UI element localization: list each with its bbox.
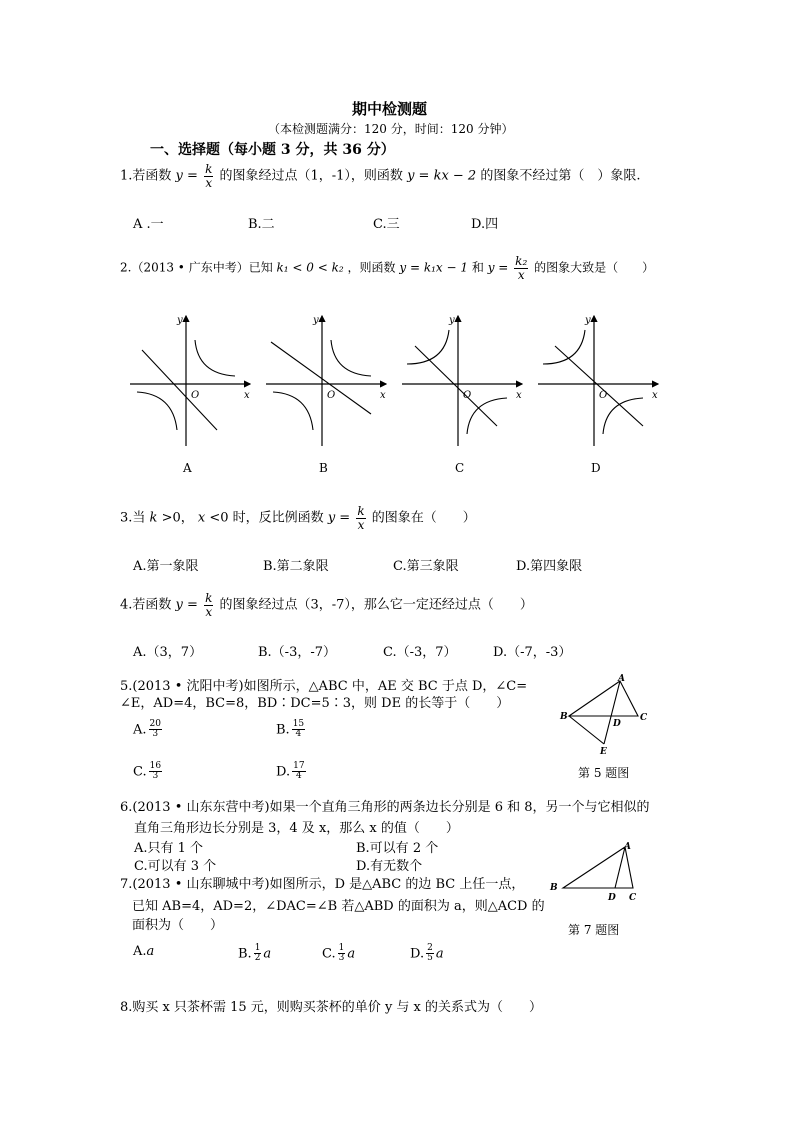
graph-a-origin: O — [191, 390, 200, 401]
graph-b-x-label: x — [380, 390, 386, 401]
q1-suffix: 的图象不经过第（ ）象限. — [480, 168, 641, 184]
q5-option-d-num: 17 — [293, 761, 305, 771]
q7-option-b-label: B. — [238, 946, 252, 962]
q1-y-eq: y = — [175, 168, 198, 184]
q7-option-a-var: a — [146, 944, 155, 959]
q7-line-1: 7.(2013 • 山东聊城中考)如图所示，D 是△ABC 的边 BC 上任一点， — [120, 877, 525, 892]
q3-y-eq: y = — [327, 510, 351, 526]
graph-a-hyperbola-2 — [137, 392, 177, 430]
q5-option-b — [276, 720, 307, 740]
graph-a-x-label: x — [244, 390, 250, 401]
q7-point-a: A — [624, 842, 631, 852]
q2-cond: k₁ < 0 < k₂ — [276, 260, 344, 275]
q7-option-b-num: 1 — [254, 943, 261, 953]
section-heading: 一、选择题（每小题 3 分，共 36 分） — [150, 142, 395, 158]
q5-option-c-label: C. — [133, 764, 147, 780]
q5-point-b: B — [560, 712, 568, 722]
q4-y-eq: y = — [175, 597, 198, 613]
graph-a-line — [142, 350, 217, 430]
q7-option-b-var: a — [263, 946, 272, 962]
question-8: 8.购买 x 只茶杯需 15 元，则购买茶杯的单价 y 与 x 的关系式为（ ） — [120, 1000, 543, 1015]
graph-a-y-label: y — [177, 315, 183, 326]
q5-option-c-num: 16 — [149, 761, 162, 771]
q5-option-a-frac — [149, 720, 162, 740]
graph-b-label: B — [319, 461, 328, 475]
q3-cond2: <0 时，反比例函数 — [209, 510, 324, 526]
graph-c — [402, 315, 522, 475]
page-subtitle: （本检测题满分：120 分，时间：120 分钟） — [268, 122, 514, 136]
q7-option-c-frac — [338, 944, 346, 964]
q4-frac-num: k — [205, 591, 213, 605]
q5-option-c — [133, 762, 164, 782]
graph-c-y-label: y — [449, 315, 455, 326]
q2-frac-num: k₂ — [515, 254, 528, 268]
graph-c-origin: O — [463, 390, 472, 401]
q5-option-d-den: 4 — [295, 771, 302, 782]
q7-point-d: D — [608, 893, 616, 902]
q7-option-d-label: D. — [410, 946, 425, 962]
graph-d-label: D — [591, 461, 601, 475]
q7-option-d-den: 5 — [427, 953, 433, 964]
graph-d-hyperbola-1 — [543, 330, 585, 364]
q7-option-c-var: a — [347, 946, 356, 962]
q4-prefix: 4.若函数 — [120, 597, 172, 613]
q6-option-b: B.可以有 2 个 — [356, 841, 439, 856]
graph-c-x-label: x — [516, 390, 522, 401]
q3-fraction — [356, 505, 365, 531]
graph-d-origin: O — [599, 390, 608, 401]
q7-option-d-frac — [426, 944, 434, 964]
q2-frac-den: x — [517, 267, 525, 282]
q7-line-3: 面积为（ ） — [132, 918, 224, 933]
q2-mid: ，则函数 — [347, 260, 396, 275]
q5-option-d — [276, 762, 308, 782]
q5-option-b-num: 15 — [292, 719, 305, 729]
q4-option-d: D.（-7，-3） — [493, 645, 572, 660]
question-4 — [120, 592, 533, 618]
q2-suffix: 的图象大致是（ ） — [534, 260, 655, 275]
q3-frac-den: x — [357, 517, 365, 532]
q6-option-a: A.只有 1 个 — [134, 841, 204, 856]
q5-segment-be — [569, 716, 604, 744]
q1-option-a: A .一 — [133, 217, 164, 232]
q7-triangle-abc — [563, 847, 633, 888]
q1-func: y = kx − 2 — [407, 168, 477, 184]
q7-point-c: C — [629, 893, 637, 902]
q5-figure-caption: 第 5 题图 — [578, 766, 630, 780]
question-1 — [120, 163, 640, 189]
question-2 — [120, 255, 654, 281]
q6-option-c: C.可以有 3 个 — [134, 859, 217, 874]
q2-graphs — [125, 308, 665, 488]
q6-line-2: 直角三角形边长分别是 3，4 及 x，那么 x 的值（ ） — [134, 821, 459, 836]
q1-frac-den: x — [205, 175, 213, 190]
q4-frac-den: x — [205, 604, 213, 619]
q4-option-a: A.（3，7） — [133, 645, 203, 660]
q1-frac-num: k — [205, 162, 213, 176]
graph-a-label: A — [183, 461, 192, 475]
graph-b-y-label: y — [313, 315, 319, 326]
q1-option-b: B.二 — [248, 217, 275, 232]
graph-d-y-label: y — [585, 315, 591, 326]
page-title: 期中检测题 — [352, 100, 428, 118]
graph-d-hyperbola-2 — [603, 398, 643, 434]
q4-fraction — [204, 592, 213, 618]
q5-option-c-den: 3 — [152, 771, 159, 782]
q5-option-a — [133, 720, 164, 740]
q3-option-d: D.第四象限 — [516, 559, 583, 574]
graph-b-hyperbola-2 — [273, 392, 313, 430]
q7-option-d — [410, 944, 444, 964]
q1-fraction — [204, 163, 213, 189]
q5-triangle-abc — [569, 681, 638, 716]
q1-mid: 的图象经过点（1，-1），则函数 — [219, 168, 403, 184]
q5-option-b-frac — [292, 720, 305, 740]
q5-point-d: D — [613, 719, 621, 729]
q3-k: k — [149, 510, 158, 526]
q4-suffix: 的图象经过点（3，-7），那么它一定还经过点（ ） — [219, 597, 533, 613]
q5-line-2: ∠E，AD=4，BC=8，BD∶DC=5∶3，则 DE 的长等于（ ） — [120, 696, 510, 711]
q5-point-a: A — [618, 674, 625, 684]
q1-prefix: 1.若函数 — [120, 168, 172, 184]
q7-option-d-var: a — [435, 946, 444, 962]
q7-option-d-num: 2 — [427, 943, 433, 953]
q4-option-b: B.（-3，-7） — [258, 645, 337, 660]
q3-cond: >0， — [161, 510, 194, 526]
q2-y-eq: y = — [487, 260, 509, 275]
q7-figure-caption: 第 7 题图 — [568, 923, 620, 937]
graph-b-line — [271, 342, 371, 414]
q5-option-d-frac — [292, 762, 305, 782]
q7-option-a — [133, 944, 154, 959]
q5-option-b-label: B. — [276, 722, 290, 738]
graph-b-hyperbola-1 — [331, 340, 371, 376]
q2-fraction — [514, 255, 528, 281]
graph-c-label: C — [455, 461, 465, 475]
q3-option-a: A.第一象限 — [133, 559, 199, 574]
graph-a-hyperbola-1 — [195, 340, 235, 376]
q5-point-c: C — [640, 713, 648, 723]
q3-suffix: 的图象在（ ） — [371, 510, 476, 526]
q2-prefix: 2.（2013 • 广东中考）已知 — [120, 260, 273, 275]
q5-option-d-label: D. — [276, 764, 291, 780]
graph-b-origin: O — [327, 390, 336, 401]
q4-option-c: C.（-3，7） — [383, 645, 457, 660]
q6-line-1: 6.(2013 • 山东东营中考)如果一个直角三角形的两条边长分别是 6 和 8，另一个与它相似的 — [120, 800, 650, 815]
q3-prefix: 3.当 — [120, 510, 146, 526]
q7-option-c-den: 3 — [338, 953, 345, 964]
q3-frac-num: k — [357, 504, 365, 518]
q5-point-e: E — [600, 747, 607, 756]
q1-option-d: D.四 — [471, 217, 499, 232]
graph-d — [538, 315, 658, 475]
q5-option-a-den: 3 — [152, 729, 159, 740]
q7-line-2: 已知 AB=4，AD=2，∠DAC=∠B 若△ABD 的面积为 a，则△ACD 的 — [132, 899, 545, 914]
graph-c-line — [415, 346, 497, 426]
q5-figure — [556, 674, 656, 756]
q7-option-b — [238, 944, 271, 964]
q6-option-d: D.有无数个 — [356, 859, 423, 874]
q3-option-b: B.第二象限 — [263, 559, 329, 574]
q5-option-a-label: A. — [133, 722, 147, 738]
q7-option-b-frac — [254, 944, 262, 964]
graph-a — [130, 315, 250, 475]
q7-figure — [548, 840, 648, 902]
q5-option-a-num: 20 — [149, 719, 161, 729]
q7-option-c — [322, 944, 355, 964]
question-3 — [120, 505, 476, 531]
q7-option-c-num: 1 — [338, 943, 345, 953]
graph-b — [266, 315, 386, 475]
q5-option-c-frac — [149, 762, 162, 782]
q1-option-c: C.三 — [373, 217, 400, 232]
q7-option-a-label: A. — [133, 944, 147, 959]
q3-option-c: C.第三象限 — [393, 559, 459, 574]
q7-point-b: B — [550, 883, 558, 893]
q2-and: 和 — [471, 260, 484, 275]
q5-line-1: 5.(2013 • 沈阳中考)如图所示，△ABC 中，AE 交 BC 于点 D，∠C= — [120, 679, 528, 694]
q2-f1: y = k₁x − 1 — [399, 260, 469, 275]
q5-option-b-den: 4 — [295, 729, 302, 740]
graph-d-x-label: x — [652, 390, 658, 401]
q7-option-b-den: 2 — [254, 953, 261, 964]
q3-x: x — [197, 510, 206, 526]
q7-option-c-label: C. — [322, 946, 336, 962]
